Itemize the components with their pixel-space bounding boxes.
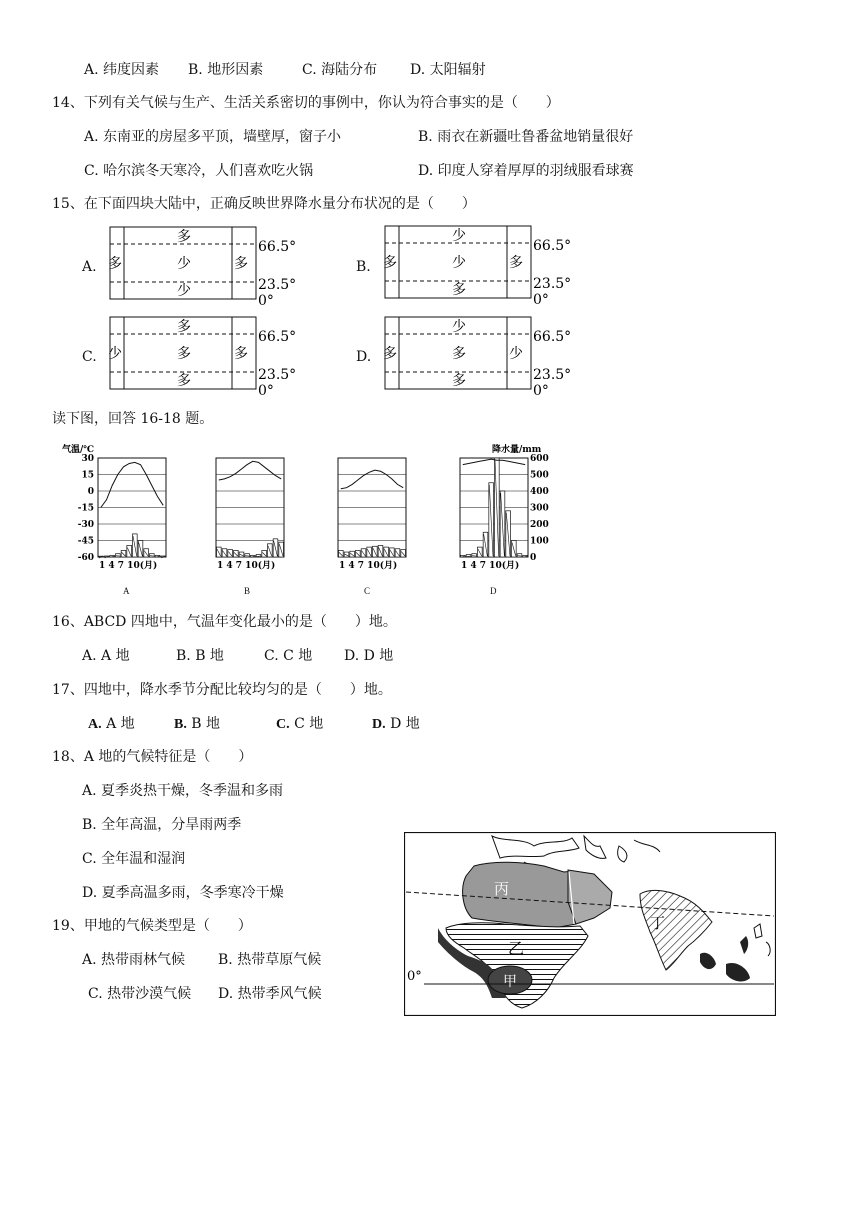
precip-bar xyxy=(116,554,121,557)
q17-stem: 17、四地中，降水季节分配比较均匀的是（ ）地。 xyxy=(52,682,392,698)
temp-tick: -60 xyxy=(77,553,94,563)
label-jia: 甲 xyxy=(503,974,517,990)
box-top-label: 少 xyxy=(452,228,466,244)
box-right-label: 多 xyxy=(234,346,248,362)
box-bottom-label: 多 xyxy=(452,282,466,298)
box-center-label: 多 xyxy=(452,346,466,362)
q16-options xyxy=(82,647,393,665)
box-center-label: 少 xyxy=(452,255,466,271)
q13-option-b: B. 地形因素 xyxy=(188,62,264,78)
q17-text-d: D 地 xyxy=(390,716,420,732)
precip-tick: 0 xyxy=(530,553,537,563)
precip-tick: 300 xyxy=(530,503,549,514)
q17-options xyxy=(88,715,420,734)
lat-label-23: 23.5° xyxy=(258,277,297,293)
q15-letter-b: B. xyxy=(356,259,371,275)
box-right-label: 多 xyxy=(509,255,523,271)
q13-option-d: D. 太阳辐射 xyxy=(410,62,486,78)
q16-option-d: D. D 地 xyxy=(344,648,394,664)
precip-bar xyxy=(150,554,155,557)
box-right-label: 少 xyxy=(509,346,523,362)
q13-option-a: A. 纬度因素 xyxy=(84,62,160,78)
lat-label-66: 66.5° xyxy=(258,329,297,345)
read-instruction: 读下图，回答 16-18 题。 xyxy=(52,411,214,427)
temp-tick: -15 xyxy=(77,503,94,514)
chart-caption-c: C xyxy=(364,586,371,596)
temp-axis-title: 气温/℃ xyxy=(62,445,95,455)
label-yi: 乙 xyxy=(508,939,525,958)
precip-tick: 100 xyxy=(530,536,549,547)
temp-tick: -45 xyxy=(77,536,94,547)
label-equator: 0° xyxy=(407,969,422,984)
climate-map xyxy=(404,832,776,1016)
box-center-label: 多 xyxy=(177,346,191,362)
precip-tick: 400 xyxy=(530,487,549,497)
climate-chart-d xyxy=(460,458,528,571)
lat-label-0: 0° xyxy=(533,292,549,308)
label-ding: 丁 xyxy=(650,914,666,932)
q17-letter-c: C. xyxy=(276,717,290,732)
q17-text-c: C 地 xyxy=(294,716,324,732)
q17-text-a: A 地 xyxy=(106,716,135,732)
lat-label-0: 0° xyxy=(533,383,549,399)
precipitation-diagram xyxy=(0,0,860,410)
q17-letter-a: A. xyxy=(88,717,102,732)
precip-bar xyxy=(344,552,349,557)
q17-letter-d: D. xyxy=(372,717,386,732)
temp-tick: 0 xyxy=(87,487,94,497)
precip-box-c xyxy=(108,317,296,399)
q15-letter-a: A. xyxy=(82,259,97,275)
lat-label-23: 23.5° xyxy=(533,276,572,292)
chart-caption-a: A xyxy=(123,586,130,596)
q14-option-b: B. 雨衣在新疆吐鲁番盆地销量很好 xyxy=(418,129,634,145)
q13-option-c: C. 海陆分布 xyxy=(302,62,378,78)
temp-tick: -30 xyxy=(77,520,94,530)
precip-bar xyxy=(517,554,522,557)
box-left-label: 多 xyxy=(383,255,397,271)
q14-option-c: C. 哈尔滨冬天寒冷，人们喜欢吃火锅 xyxy=(84,163,314,179)
lat-label-66: 66.5° xyxy=(533,238,572,254)
box-right-label: 多 xyxy=(234,256,248,272)
q15-letter-c: C. xyxy=(82,349,97,365)
lat-label-0: 0° xyxy=(258,383,274,399)
q16-option-c: C. C 地 xyxy=(264,648,313,664)
q16-option-b: B. B 地 xyxy=(176,648,224,664)
month-labels: 1 4 7 10(月) xyxy=(99,561,158,571)
climate-chart-b xyxy=(216,458,284,571)
climate-chart-a xyxy=(98,458,166,571)
lat-label-66: 66.5° xyxy=(533,329,572,345)
box-top-label: 少 xyxy=(452,319,466,335)
q15-stem: 15、在下面四块大陆中，正确反映世界降水量分布状况的是（ ） xyxy=(52,196,476,212)
lat-label-23: 23.5° xyxy=(533,367,572,383)
box-left-label: 多 xyxy=(108,256,122,272)
box-bottom-label: 多 xyxy=(177,373,191,389)
box-left-label: 少 xyxy=(108,346,122,362)
q18-option-a: A. 夏季炎热干燥，冬季温和多雨 xyxy=(82,783,284,799)
precip-tick: 200 xyxy=(530,520,549,530)
precip-tick: 500 xyxy=(530,470,549,481)
lat-label-23: 23.5° xyxy=(258,367,297,383)
q16-option-a: A. A 地 xyxy=(82,648,130,664)
q18-option-b: B. 全年高温，分旱雨两季 xyxy=(82,817,242,833)
month-labels: 1 4 7 10(月) xyxy=(217,561,276,571)
q18-option-d: D. 夏季高温多雨，冬季寒冷干燥 xyxy=(82,885,284,901)
month-labels: 1 4 7 10(月) xyxy=(461,561,520,571)
lat-label-66: 66.5° xyxy=(258,239,297,255)
precip-bar xyxy=(239,552,244,557)
q19-option-b: B. 热带草原气候 xyxy=(218,952,322,968)
temp-tick: 15 xyxy=(81,470,94,481)
q17-text-b: B 地 xyxy=(191,716,221,732)
box-bottom-label: 少 xyxy=(177,283,191,299)
q15-letter-d: D. xyxy=(356,349,372,365)
q17-letter-b: B. xyxy=(174,717,187,732)
chart-caption-b: B xyxy=(244,586,251,596)
q16-stem: 16、ABCD 四地中，气温年变化最小的是（ ）地。 xyxy=(52,614,397,630)
precip-tick: 600 xyxy=(530,454,549,464)
box-bottom-label: 多 xyxy=(452,373,466,389)
box-top-label: 多 xyxy=(177,319,191,335)
q19-option-d: D. 热带季风气候 xyxy=(218,986,322,1002)
precip-bar xyxy=(245,554,250,557)
q14-stem: 14、下列有关气候与生产、生活关系密切的事例中，你认为符合事实的是（ ） xyxy=(52,95,560,111)
lat-label-0: 0° xyxy=(258,293,274,309)
q19-option-c: C. 热带沙漠气候 xyxy=(88,986,192,1002)
temp-tick: 30 xyxy=(81,454,94,464)
label-bing: 丙 xyxy=(494,880,510,898)
precip-box-a xyxy=(108,227,296,309)
q18-option-c: C. 全年温和湿润 xyxy=(82,851,186,867)
q18-stem: 18、A 地的气候特征是（ ） xyxy=(52,749,253,765)
q19-option-a: A. 热带雨林气候 xyxy=(82,952,186,968)
box-left-label: 多 xyxy=(383,346,397,362)
climate-charts xyxy=(60,440,560,575)
climate-chart-c xyxy=(338,458,406,571)
box-top-label: 多 xyxy=(177,229,191,245)
precip-bar xyxy=(472,554,477,557)
q19-stem: 19、甲地的气候类型是（ ） xyxy=(52,918,252,934)
q14-option-a: A. 东南亚的房屋多平顶，墙壁厚，窗子小 xyxy=(84,129,342,145)
chart-caption-d: D xyxy=(490,586,497,596)
month-labels: 1 4 7 10(月) xyxy=(339,561,398,571)
precip-box-d xyxy=(383,317,571,399)
precip-axis-title: 降水量/mm xyxy=(492,445,542,455)
q14-option-d: D. 印度人穿着厚厚的羽绒服看球赛 xyxy=(418,163,634,179)
precip-box-b xyxy=(383,226,571,308)
box-center-label: 少 xyxy=(177,256,191,272)
